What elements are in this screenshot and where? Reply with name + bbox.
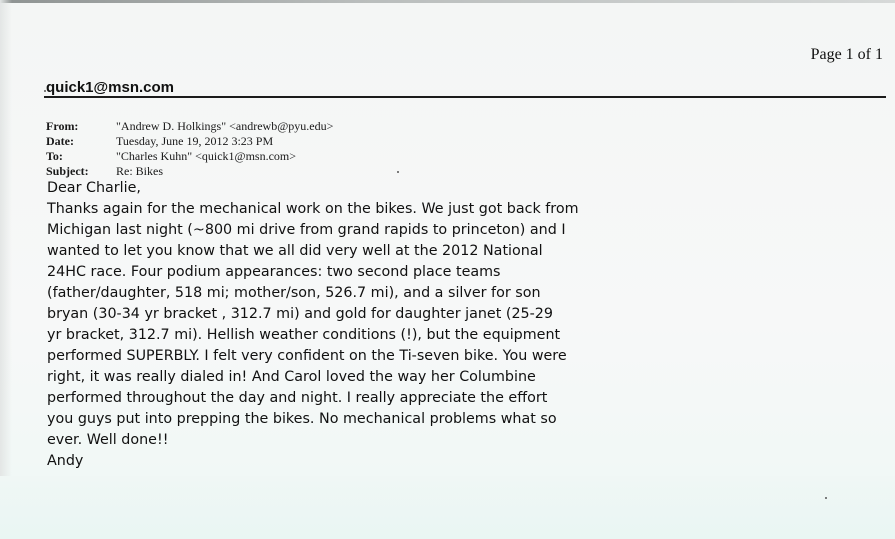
- email-body: [47, 178, 607, 472]
- header-from-value: "Andrew D. Holkings" <andrewb@pyu.edu>: [116, 119, 334, 133]
- email-header-block: [46, 119, 333, 179]
- body-line: 24HC race. Four podium appearances: two second place teams: [47, 264, 501, 280]
- body-line: you guys put into prepping the bikes. No mechanical problems what so: [47, 411, 557, 427]
- header-divider: [44, 96, 886, 98]
- scan-speck: [825, 497, 827, 499]
- header-from-row: [46, 119, 333, 134]
- body-line: right, it was really dialed in! And Carol loved the way her Columbine: [47, 369, 536, 385]
- header-to-label: To:: [46, 149, 63, 163]
- header-from-label: From:: [46, 119, 79, 133]
- header-date-label: Date:: [46, 134, 74, 148]
- body-line: performed SUPERBLY. I felt very confident on the Ti-seven bike. You were: [47, 348, 567, 364]
- scan-speck: [44, 90, 46, 92]
- body-line: performed throughout the day and night. I really appreciate the effort: [47, 390, 548, 406]
- body-line: Thanks again for the mechanical work on the bikes. We just got back from: [47, 201, 579, 217]
- scan-bottom-band: [0, 476, 895, 539]
- body-line: Michigan last night (~800 mi drive from grand rapids to princeton) and I: [47, 222, 566, 238]
- body-greeting: Dear Charlie,: [47, 180, 141, 196]
- scan-speck: [397, 171, 399, 173]
- scan-left-shadow: [0, 0, 12, 539]
- body-signature: Andy: [47, 453, 84, 469]
- scan-top-edge: [0, 0, 895, 3]
- header-subject-value: Re: Bikes: [116, 164, 163, 178]
- header-subject-row: [46, 164, 333, 179]
- header-date-row: [46, 134, 333, 149]
- page-number-label: Page 1 of 1: [810, 46, 883, 63]
- body-line: wanted to let you know that we all did very well at the 2012 National: [47, 243, 543, 259]
- header-date-value: Tuesday, June 19, 2012 3:23 PM: [116, 134, 274, 148]
- header-to-row: [46, 149, 333, 164]
- header-to-value: "Charles Kuhn" <quick1@msn.com>: [116, 149, 297, 163]
- account-email-address: quick1@msn.com: [46, 79, 174, 96]
- body-line: ever. Well done!!: [47, 432, 169, 448]
- header-subject-label: Subject:: [46, 164, 89, 178]
- body-line: yr bracket, 312.7 mi). Hellish weather conditions (!), but the equipment: [47, 327, 561, 343]
- body-line: bryan (30-34 yr bracket , 312.7 mi) and gold for daughter janet (25-29: [47, 306, 553, 322]
- body-line: (father/daughter, 518 mi; mother/son, 526.7 mi), and a silver for son: [47, 285, 541, 301]
